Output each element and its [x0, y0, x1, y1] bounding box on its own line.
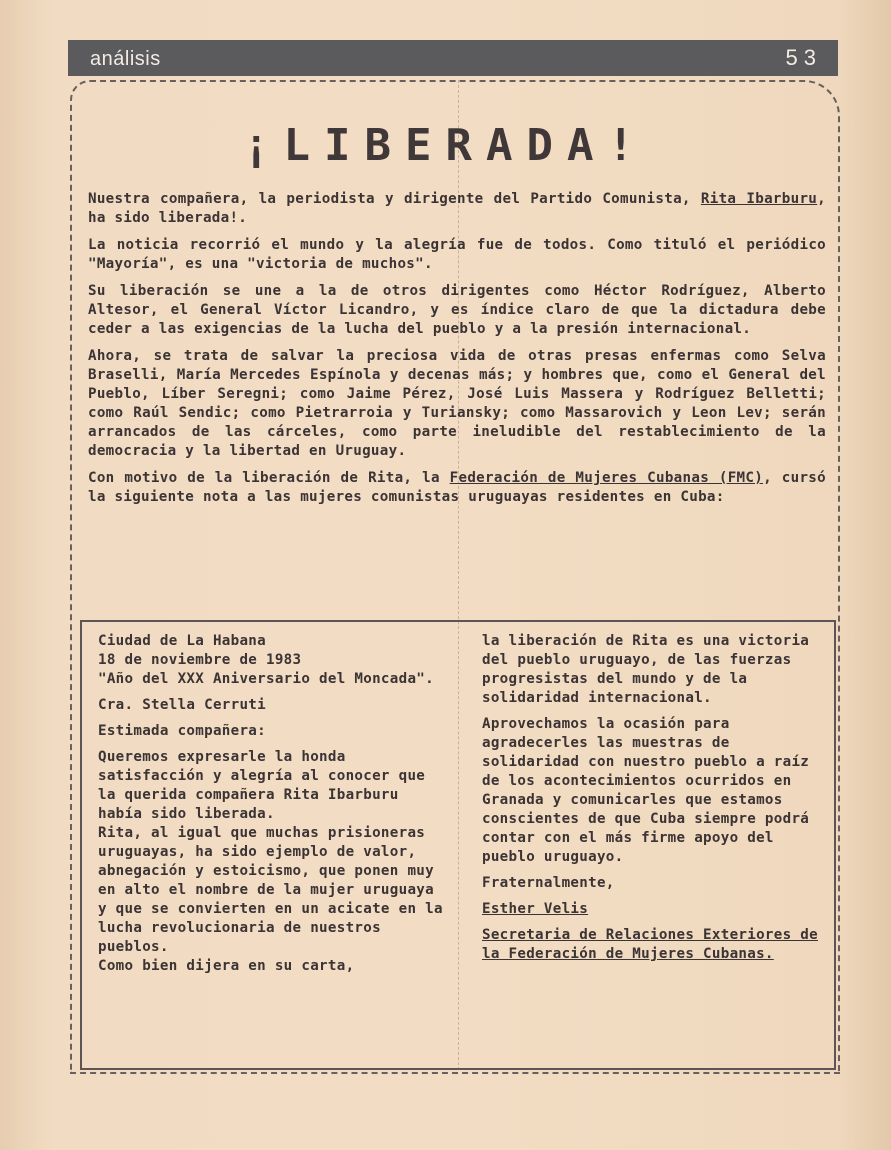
paragraph-3: Su liberación se une a la de otros dirigentes como Héctor Rodríguez, Alberto Altesor, el General Víctor Licandro, y es índice claro de que la dictadura debe ceder a las exigencias de la lucha del pueblo y a la presión internacional. — [88, 283, 826, 337]
article-body — [88, 190, 826, 515]
letter-salutation: Estimada compañera: — [98, 723, 266, 739]
letter-place: Ciudad de La Habana — [98, 633, 266, 649]
letter-right-column — [482, 632, 822, 971]
letter-signer-title: Secretaria de Relaciones Exteriores de la Federación de Mujeres Cubanas. — [482, 927, 818, 962]
letter-box — [80, 620, 836, 1070]
letter-left-column — [98, 632, 444, 976]
letter-closing: Fraternalmente, — [482, 875, 615, 891]
section-header-bar — [68, 40, 838, 76]
letter-paragraph-2: Rita, al igual que muchas prisioneras uruguayas, ha sido ejemplo de valor, abnegación y estoicismo, que ponen muy en alto el nombre de la mujer uruguaya y que se convierten en un acicate en la lucha revolucionaria de nuestros pueblos. — [98, 825, 443, 955]
rita-name: Rita Ibarburu — [700, 191, 818, 207]
p1-text-after: , ha sido liberada!. — [88, 191, 826, 226]
letter-paragraph-4: la liberación de Rita es una victoria del pueblo uruguayo, de las fuerzas progresistas del mundo y de la solidaridad internacional. — [482, 633, 810, 706]
p5-text-after: , cursó la siguiente nota a las mujeres comunistas uruguayas residentes en Cuba: — [88, 470, 826, 505]
paragraph-4: Ahora, se trata de salvar la preciosa vida de otras presas enfermas como Selva Braselli, María Mercedes Espínola y decenas más; y hombres que, como el General del Pueblo, Líber Seregni; como Jaime Pérez, José Luis Massera y Rodríguez Belletti; como Raúl Sendic; como Pietrarroia y Turiansky; como Massarovich y Leon Lev; serán arrancados de las cárceles, como parte ineludible del restablecimiento de la democracia y la libertad en Uruguay. — [88, 348, 826, 459]
section-label: análisis — [90, 48, 161, 70]
article-title: ¡LIBERADA! — [243, 120, 648, 171]
letter-addressee: Cra. Stella Cerruti — [98, 697, 266, 713]
paragraph-1 — [88, 190, 826, 228]
p1-text-before: Nuestra compañera, la periodista y dirigente del Partido Comunista, — [88, 191, 701, 207]
letter-paragraph-1: Queremos expresarle la honda satisfacción y alegría al conocer que la querida compañera Rita Ibarburu había sido liberada. — [98, 749, 426, 822]
p5-text-before: Con motivo de la liberación de Rita, la — [88, 470, 450, 486]
letter-motto: "Año del XXX Aniversario del Moncada". — [98, 671, 434, 687]
letter-paragraph-3: Como bien dijera en su carta, — [98, 958, 355, 974]
paragraph-2: La noticia recorrió el mundo y la alegría fue de todos. Como tituló el periódico "Mayoría", es una "victoria de muchos". — [88, 237, 826, 272]
letter-signer: Esther Velis — [482, 901, 589, 917]
paragraph-5 — [88, 469, 826, 507]
letter-paragraph-5: Aprovechamos la ocasión para agradecerles las muestras de solidaridad con nuestro pueblo a raíz de los acontecimientos ocurridos en Granada y comunicarles que estamos conscientes de que Cuba siempre podrá contar con el más firme apoyo del pueblo uruguayo. — [482, 716, 810, 865]
letter-date: 18 de noviembre de 1983 — [98, 652, 302, 668]
page-number: 53 — [785, 45, 822, 70]
fmc-name: Federación de Mujeres Cubanas (FMC) — [449, 470, 764, 486]
